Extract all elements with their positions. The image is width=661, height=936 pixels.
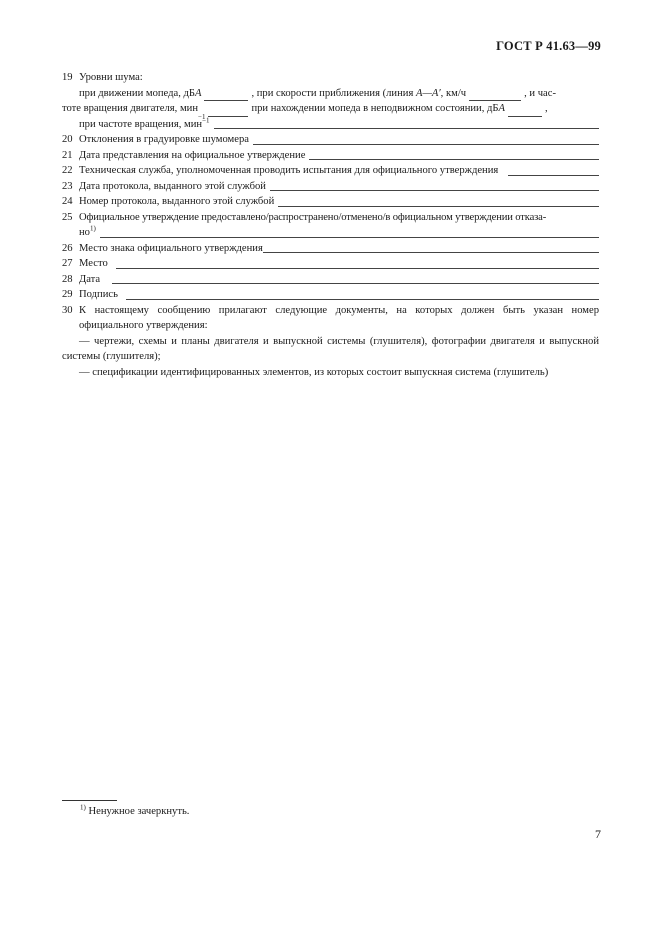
page-number: 7 bbox=[595, 827, 601, 841]
blank-field-27[interactable] bbox=[116, 267, 599, 269]
form-content bbox=[62, 70, 599, 380]
blank-field-28[interactable] bbox=[112, 282, 599, 284]
blank-field-29[interactable] bbox=[126, 298, 599, 300]
item-19-line-2: тоте вращения двигателя, мин −1 при нахождении мопеда в неподвижном состоянии, дБ A , bbox=[62, 103, 548, 121]
attachment-item-2: — спецификации идентифицированных элементов, из которых состоит выпускная система (глушитель) bbox=[79, 366, 549, 378]
blank-field-22[interactable] bbox=[508, 174, 599, 176]
item-19-line-1: при движении мопеда, дБ A , при скорости приближения (линия A—A′ , км/ч , и час- bbox=[62, 86, 599, 102]
form-row-24: 24 Номер протокола, выданного этой службой bbox=[62, 194, 599, 210]
footnote-reference[interactable]: 1) bbox=[89, 224, 96, 233]
form-row-22: 22 Техническая служба, уполномоченная проводить испытания для официального утверждения bbox=[62, 163, 599, 179]
blank-field-24[interactable] bbox=[278, 205, 599, 207]
form-row-20: 20 Отклонения в градуировке шумомера bbox=[62, 132, 599, 148]
form-row-25-line-1: 25 Официальное утверждение предоставлено/распространено/отменено/в официальном утверждении отказа- bbox=[62, 211, 547, 223]
form-row-23: 23 Дата протокола, выданного этой службой bbox=[62, 179, 599, 195]
form-row-21: 21 Дата представления на официальное утверждение bbox=[62, 148, 599, 164]
form-row-28: 28 Дата bbox=[62, 272, 599, 288]
blank-field-rpm-moving[interactable] bbox=[208, 106, 248, 117]
item-19-title: 19 Уровни шума: bbox=[62, 70, 599, 86]
blank-field-21[interactable] bbox=[309, 158, 599, 160]
blank-field-rpm-stationary[interactable] bbox=[214, 127, 599, 129]
blank-field-20[interactable] bbox=[253, 143, 599, 145]
form-row-29: 29 Подпись bbox=[62, 287, 599, 303]
footnote-divider bbox=[62, 800, 117, 801]
form-row-30: 30 К настоящему сообщению прилагают следующие документы, на которых должен быть указан номер официального утверждения: bbox=[62, 304, 599, 331]
footnote-mark: 1) bbox=[80, 803, 86, 812]
blank-field-noise-stationary[interactable] bbox=[508, 106, 542, 117]
blank-field-speed[interactable] bbox=[469, 90, 521, 101]
item-19-line-3: при частоте вращения, мин$^{-1}$ bbox=[62, 117, 599, 133]
form-row-25-line-2: $но^{1)}$ bbox=[62, 225, 599, 241]
blank-field-23[interactable] bbox=[270, 189, 599, 191]
document-id-header: ГОСТ Р 41.63—99 bbox=[496, 39, 601, 53]
blank-field-26[interactable] bbox=[263, 251, 599, 253]
attachment-item-1: — чертежи, схемы и планы двигателя и выпускной системы (глушителя), фотографии двигателя и выпускной системы (глушителя); bbox=[62, 335, 599, 362]
blank-field-noise-moving[interactable] bbox=[204, 90, 248, 101]
form-row-26: 26 Место знака официального утверждения bbox=[62, 241, 599, 257]
blank-field-25[interactable] bbox=[100, 236, 599, 238]
footnote bbox=[80, 803, 190, 817]
form-row-27: 27 Место bbox=[62, 256, 599, 272]
item-number: 19 bbox=[62, 72, 73, 83]
footnote-text: Ненужное зачеркнуть. bbox=[88, 806, 190, 817]
